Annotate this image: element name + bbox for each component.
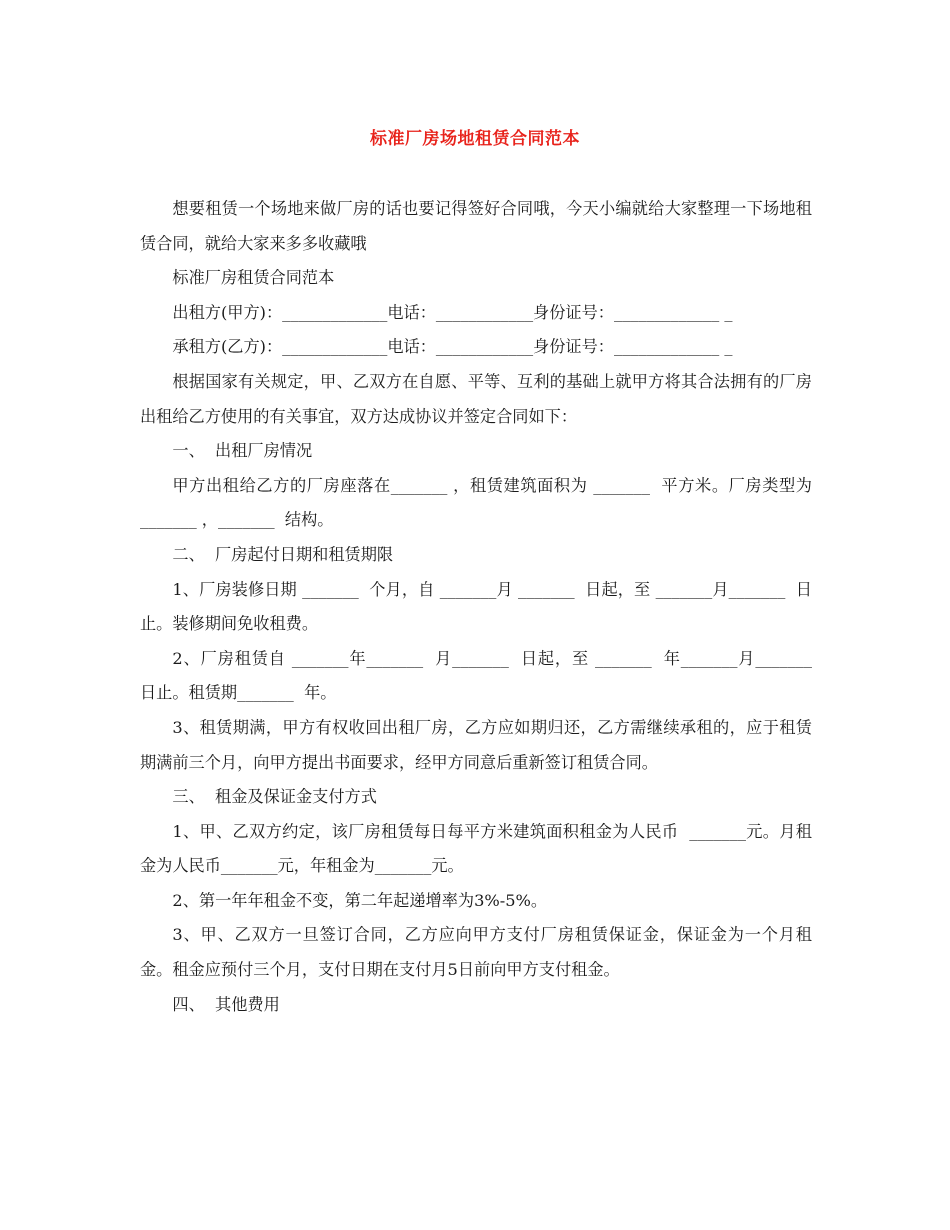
section-2-item-1: 1、厂房装修日期 _______ 个月，自 _______月 _______ 日起，至 _______月_______ 日止。装修期间免收租费。	[140, 579, 812, 634]
section-heading-3: 三、 租金及保证金支付方式	[172, 787, 377, 807]
section-2-item-3: 3、租赁期满，甲方有权收回出租厂房，乙方应如期归还，乙方需继续承租的，应于租赁期满前三个月，向甲方提出书面要求，经甲方同意后重新签订租赁合同。	[140, 717, 812, 772]
section-3-item-3: 3、甲、乙双方一旦签订合同，乙方应向甲方支付厂房租赁保证金，保证金为一个月租金。租金应预付三个月，支付日期在支付月5日前向甲方支付租金。	[140, 925, 812, 980]
document-title: 标准厂房场地租赁合同范本	[370, 129, 580, 149]
lessee-info-line: 承租方(乙方)：_____________电话：____________身份证号：_____________ _	[172, 337, 733, 357]
section-3-item-1: 1、甲、乙双方约定，该厂房租赁每日每平方米建筑面积租金为人民币 _______元。月租金为人民币_______元，年租金为_______元。	[140, 821, 812, 876]
section-3-item-2: 2、第一年年租金不变，第二年起递增率为3%-5%。	[172, 890, 548, 910]
section-heading-4: 四、 其他费用	[172, 994, 280, 1014]
preamble-paragraph: 根据国家有关规定，甲、乙双方在自愿、平等、互利的基础上就甲方将其合法拥有的厂房出租给乙方使用的有关事宜，双方达成协议并签定合同如下：	[140, 371, 812, 426]
section-heading-1: 一、 出租厂房情况	[172, 441, 313, 461]
lessor-info-line: 出租方(甲方)：_____________电话：____________身份证号：_____________ _	[172, 302, 733, 322]
section-heading-2: 二、 厂房起付日期和租赁期限	[172, 544, 394, 564]
section-1-paragraph: 甲方出租给乙方的厂房座落在_______ ，租赁建筑面积为 _______ 平方米。厂房类型为 _______ ，_______ 结构。	[140, 475, 818, 530]
intro-paragraph: 想要租赁一个场地来做厂房的话也要记得签好合同哦，今天小编就给大家整理一下场地租赁合同，就给大家来多多收藏哦	[140, 199, 812, 253]
subtitle-paragraph: 标准厂房租赁合同范本	[172, 268, 335, 288]
document-body	[140, 192, 823, 1022]
section-2-item-2: 2、厂房租赁自 _______年_______ 月_______ 日起，至 _______ 年_______月_______ 日止。租赁期_______ 年。	[140, 648, 823, 703]
